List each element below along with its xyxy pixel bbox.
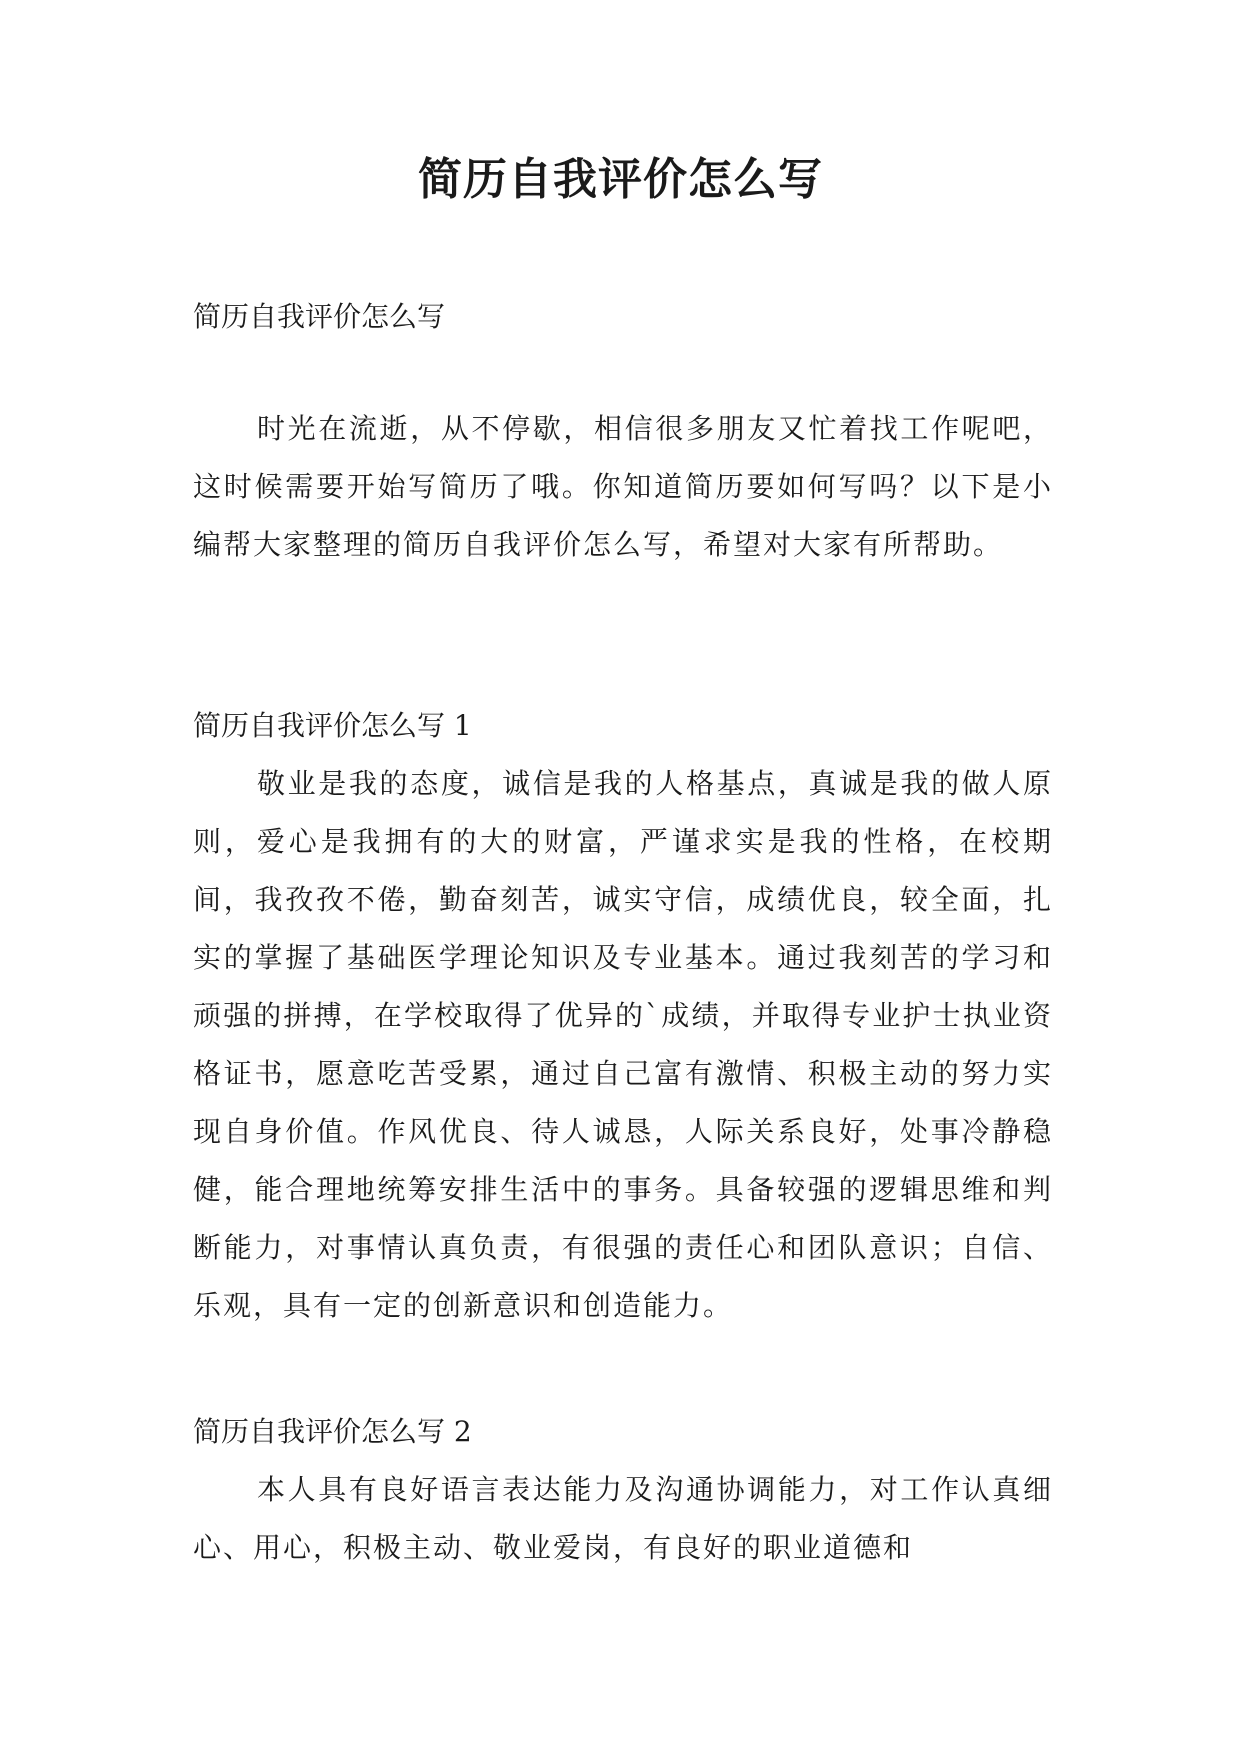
section-body-2: 本人具有良好语言表达能力及沟通协调能力，对工作认真细心、用心，积极主动、敬业爱岗，有良好的职业道德和: [193, 1473, 1053, 1564]
intro-paragraph: 时光在流逝，从不停歇，相信很多朋友又忙着找工作呢吧，这时候需要开始写简历了哦。你知道简历要如何写吗？以下是小编帮大家整理的简历自我评价怎么写，希望对大家有所帮助。: [193, 412, 1053, 561]
section-heading-1: 简历自我评价怎么写 1: [193, 709, 472, 742]
section-body-1: 敬业是我的态度，诚信是我的人格基点，真诚是我的做人原则，爱心是我拥有的大的财富，严谨求实是我的性格，在校期间，我孜孜不倦，勤奋刻苦，诚实守信，成绩优良，较全面，扎实的掌握了基础医学理论知识及专业基本。通过我刻苦的学习和顽强的拼搏，在学校取得了优异的`成绩，并取得专业护士执业资格证书，愿意吃苦受累，通过自己富有激情、积极主动的努力实现自身价值。作风优良、待人诚恳，人际关系良好，处事冷静稳健，能合理地统筹安排生活中的事务。具备较强的逻辑思维和判断能力，对事情认真负责，有很强的责任心和团队意识；自信、乐观，具有一定的创新意识和创造能力。: [193, 767, 1053, 1322]
document-subtitle: 简历自我评价怎么写: [193, 300, 446, 333]
section-heading-2: 简历自我评价怎么写 2: [193, 1415, 472, 1448]
document-title: 简历自我评价怎么写: [418, 154, 823, 205]
